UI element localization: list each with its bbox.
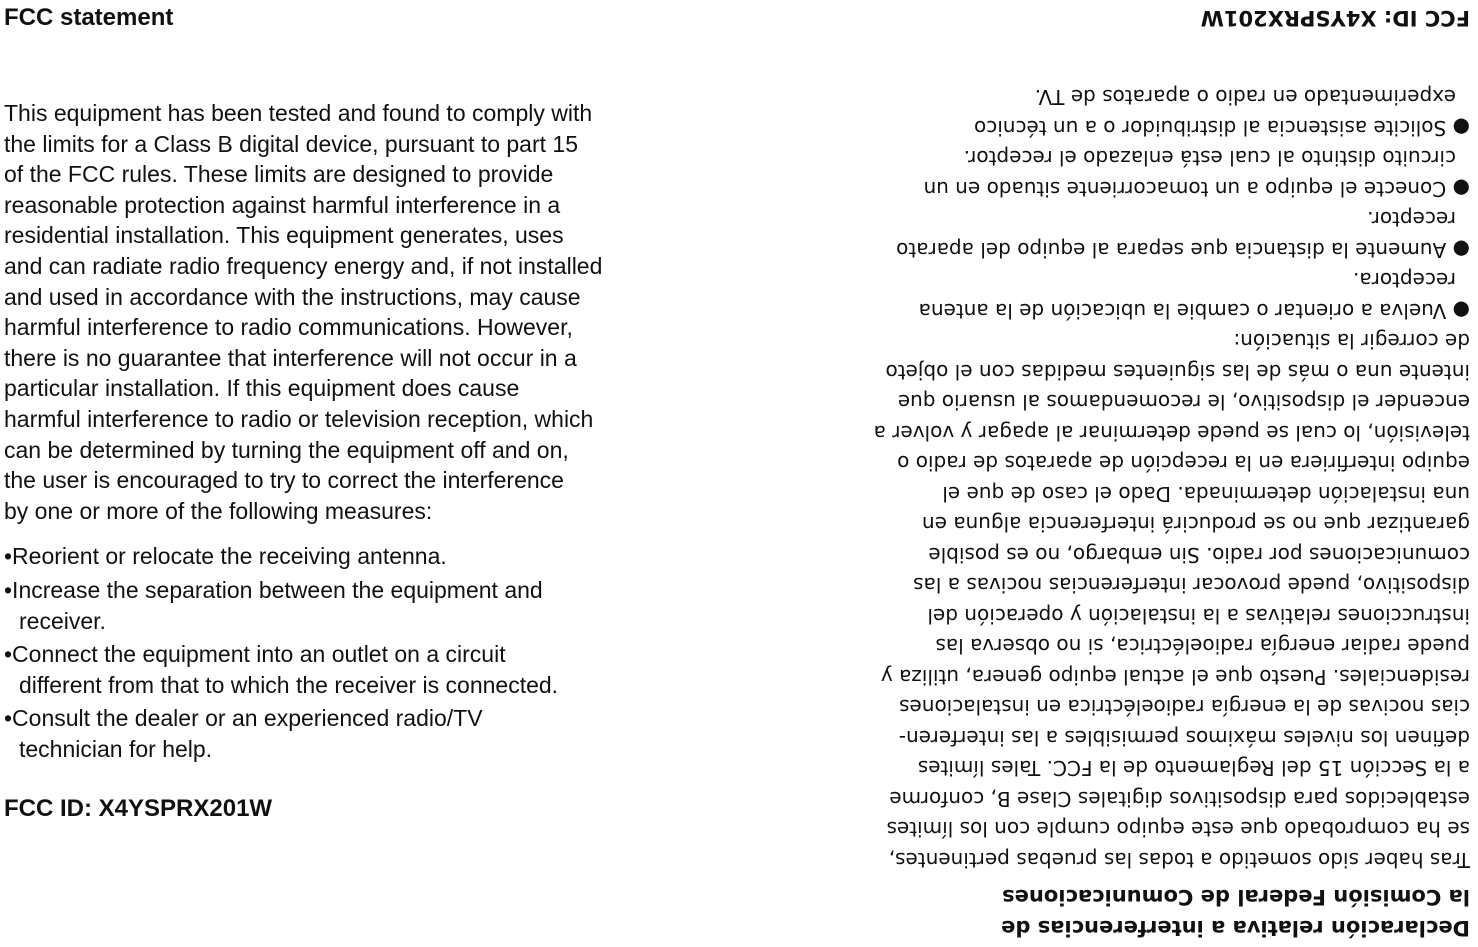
body-line: televisión, lo cual se puede determinar al apagar y volver a bbox=[873, 421, 1470, 445]
body-line: una instalación determinada. Dado el caso de que el bbox=[942, 482, 1470, 506]
body-line: de corregir la situación: bbox=[1233, 329, 1470, 354]
body-line: This equipment has been tested and found to comply with bbox=[4, 100, 593, 126]
bullet-line: ● Aumente la distancia que separa al equipo del aparato bbox=[896, 238, 1470, 262]
body-line: garantizar que no se producirá interferencia alguna en bbox=[921, 512, 1470, 537]
body-line: residential installation. This equipment generates, uses bbox=[4, 222, 564, 249]
bullet-line: •Increase the separation between the equipment and bbox=[4, 577, 543, 603]
body-line: intente una o más de las siguientes medidas con el objeto bbox=[885, 360, 1470, 384]
bullet-line: different from that to which the receiver is connected. bbox=[19, 671, 559, 698]
english-title: FCC statement bbox=[4, 4, 174, 31]
body-line: and can radiate radio frequency energy and, if not installed bbox=[4, 253, 603, 279]
bullet-line: experimentado en radio o aparatos de TV. bbox=[1034, 85, 1456, 110]
body-line: a la Sección 15 del Reglamento de la FCC. Tales límites bbox=[917, 756, 1470, 781]
body-line: harmful interference to radio communications. However, bbox=[4, 314, 573, 341]
body-line: harmful interference to radio or television reception, which bbox=[4, 406, 594, 432]
body-line: the user is encouraged to try to correct the interference bbox=[4, 467, 564, 494]
fcc-id: FCC ID: X4YSPRX201W bbox=[1200, 6, 1470, 30]
bullet-line: technician for help. bbox=[19, 736, 213, 762]
bullet-line: ● Vuelva a orientar o cambie la ubicación de la antena bbox=[918, 299, 1470, 323]
body-line: definen los niveles máximos permisibles a las interferen- bbox=[898, 726, 1470, 750]
bullet-line: •Consult the dealer or an experienced radio/TV bbox=[4, 705, 483, 732]
fcc-id: FCC ID: X4YSPRX201W bbox=[4, 795, 273, 822]
body-line: establecidos para dispositivos digitales Clase B, conforme bbox=[889, 787, 1470, 811]
body-line: Tras haber sido sometido a todas las pruebas pertinentes, bbox=[888, 848, 1470, 872]
bullet-line: •Connect the equipment into an outlet on a circuit bbox=[4, 641, 506, 668]
body-line: reasonable protection against harmful interference in a bbox=[4, 191, 561, 218]
body-line: dispositivo, puede provocar interferencias nocivas a las bbox=[913, 573, 1470, 598]
body-line: by one or more of the following measures: bbox=[4, 497, 433, 524]
bullet-line: receiver. bbox=[19, 607, 106, 634]
bullet-line: circuito distinto al cual está enlazado el receptor. bbox=[963, 146, 1456, 171]
bullet-line: ● Conecte el equipo a un tomacorriente situado en un bbox=[923, 177, 1470, 201]
spanish-fcc-statement-rotated bbox=[755, 0, 1478, 947]
body-line: equipo interfiriera en la recepción de aparatos de radio o bbox=[897, 451, 1470, 476]
body-line: the limits for a Class B digital device, pursuant to part 15 bbox=[4, 130, 579, 157]
body-line: se ha comprobado que este equipo cumple con los límites bbox=[886, 817, 1470, 842]
body-line: and used in accordance with the instructions, may cause bbox=[4, 283, 581, 310]
spanish-title: la Comisión Federal de Comunicaciones bbox=[1002, 885, 1470, 910]
bullet-line: receptora. bbox=[1353, 268, 1456, 293]
body-line: residenciales. Puesto que el actual equipo genera, utiliza y bbox=[880, 665, 1470, 689]
body-line: instrucciones relativas a la instalación y operación del bbox=[927, 604, 1470, 628]
body-line: can be determined by turning the equipment off and on, bbox=[4, 436, 569, 463]
body-line: of the FCC rules. These limits are designed to provide bbox=[4, 161, 554, 188]
bullet-line: •Reorient or relocate the receiving antenna. bbox=[4, 543, 447, 570]
bullet-line: ● Solicite asistencia al distribuidor o a un técnico bbox=[974, 116, 1470, 140]
body-line: comunicaciones por radio. Sin embargo, no es posible bbox=[928, 543, 1470, 567]
body-line: cias nocivas de la energía radioeléctrica en instalaciones bbox=[899, 695, 1470, 720]
body-line: particular installation. If this equipment does cause bbox=[4, 375, 520, 402]
body-line: there is no guarantee that interference will not occur in a bbox=[4, 344, 577, 371]
bullet-line: receptor. bbox=[1367, 207, 1456, 232]
spanish-title: Declaración relativa a interferencias de bbox=[1001, 916, 1470, 940]
body-line: puede radiar energía radioeléctrica, si no observa las bbox=[935, 634, 1470, 659]
body-line: encender el dispositivo, le recomendamos al usuario que bbox=[897, 390, 1470, 415]
